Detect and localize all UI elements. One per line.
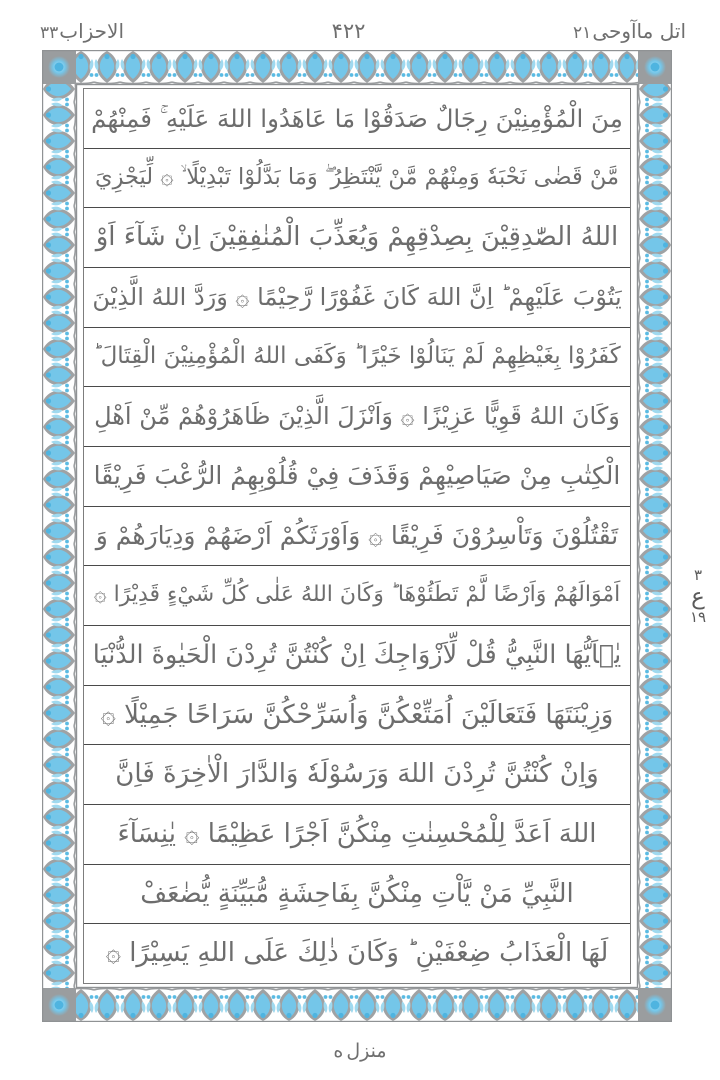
ayah-line — [84, 447, 630, 507]
ayah-line — [84, 268, 630, 328]
header-surah — [40, 18, 125, 43]
ayah-text: اللهَ اَعَدَّ لِلْمُحْسِنٰتِ مِنْكُنَّ اَجْرًا عَظِيْمًا ۞ يٰنِسَآءَ — [117, 818, 597, 849]
ayah-text: تَقْتُلُوْنَ وَتَاْسِرُوْنَ فَرِيْقًا ۞ وَاَوْرَثَكُمْ اَرْضَهُمْ وَدِيَارَهُمْ وَ — [95, 521, 619, 551]
ayah-line — [84, 507, 630, 567]
ruku-bottom-number: ۱۹ — [689, 608, 707, 627]
ayah-line — [84, 566, 630, 626]
manzil-label: منزل — [346, 1040, 387, 1062]
scripture-text-panel — [83, 88, 631, 984]
ruku-top-number: ۳ — [693, 566, 703, 584]
ayah-text: اَمْوَالَهُمْ وَاَرْضًا لَّمْ تَطَئُوْهَا ؕ وَكَانَ اللهُ عَلٰى كُلِّ شَيْءٍ قَدِيْرًا ۞ — [93, 582, 621, 608]
ayah-text: وَكَانَ اللهُ قَوِيًّا عَزِيْزًا ۞ وَاَنْزَلَ الَّذِيْنَ ظَاهَرُوْهُمْ مِّنْ اَهْلِ — [94, 402, 620, 431]
ayah-text: يٰۤاَيُّهَا النَّبِيُّ قُلْ لِّاَزْوَاجِكَ اِنْ كُنْتُنَّ تُرِدْنَ الْحَيٰوةَ الدُّنْيَا — [92, 640, 622, 671]
ayah-line — [84, 387, 630, 447]
ayah-text: مَّنْ قَضٰى نَحْبَهٗ وَمِنْهُمْ مَّنْ يَّنْتَظِرُ ۖ وَمَا بَدَّلُوْا تَبْدِيْلًا ۙ ۞ لِّيَجْزِيَ — [94, 164, 620, 191]
ayah-line — [84, 686, 630, 746]
ayah-line — [84, 805, 630, 865]
surah-number-label: ۳۳ — [40, 22, 59, 43]
ayah-line — [84, 328, 630, 388]
ayah-text: وَاِنْ كُنْتُنَّ تُرِدْنَ اللهَ وَرَسُوْلَهٗ وَالدَّارَ الْاٰخِرَةَ فَاِنَّ — [115, 759, 599, 790]
ruku-ayn-glyph: ع — [691, 583, 705, 610]
ayah-text: لَهَا الْعَذَابُ ضِعْفَيْنِ ؕ وَكَانَ ذٰلِكَ عَلَى اللهِ يَسِيْرًا ۞ — [105, 938, 609, 969]
ayah-line — [84, 745, 630, 805]
ayah-line — [84, 626, 630, 686]
header-juz — [573, 18, 686, 43]
ayah-text: النَّبِيِّ مَنْ يَّاْتِ مِنْكُنَّ بِفَاحِشَةٍ مُّبَيِّنَةٍ يُّضٰعَفْ — [140, 878, 574, 909]
ayah-text: الْكِتٰبِ مِنْ صَيَاصِيْهِمْ وَقَذَفَ فِيْ قُلُوْبِهِمُ الرُّعْبَ فَرِيْقًا — [93, 461, 621, 491]
page-header — [40, 14, 686, 48]
ayah-text: يَتُوْبَ عَلَيْهِمْ ؕ اِنَّ اللهَ كَانَ غَفُوْرًا رَّحِيْمًا ۞ وَرَدَّ اللهُ الَّذِيْنَ — [92, 282, 622, 311]
manzil-number: ه — [333, 1040, 344, 1062]
page-footer — [0, 1040, 720, 1062]
ayah-line — [84, 865, 630, 925]
ayah-text: اللهُ الصّٰدِقِيْنَ بِصِدْقِهِمْ وَيُعَذِّبَ الْمُنٰفِقِيْنَ اِنْ شَآءَ اَوْ — [95, 222, 619, 253]
ayah-line — [84, 924, 630, 983]
juz-name-label: اتل ماآوحى — [592, 18, 686, 43]
surah-name-label: الاحزاب — [59, 18, 125, 43]
ruku-side-marker — [681, 568, 715, 626]
page-number: ۴۲۲ — [331, 18, 366, 43]
decorative-border-frame — [42, 50, 672, 1022]
ayah-text: مِنَ الْمُؤْمِنِيْنَ رِجَالٌ صَدَقُوْا مَا عَاهَدُوا اللهَ عَلَيْهِ ۚ فَمِنْهُمْ — [91, 103, 623, 133]
ayah-text: وَزِيْنَتَهَا فَتَعَالَيْنَ اُمَتِّعْكُنَّ وَاُسَرِّحْكُنَّ سَرَاحًا جَمِيْلًا ۞ — [100, 699, 614, 730]
ayah-line — [84, 149, 630, 209]
ayah-line — [84, 208, 630, 268]
ayah-text: كَفَرُوْا بِغَيْظِهِمْ لَمْ يَنَالُوْا خَيْرًا ؕ وَكَفَى اللهُ الْمُؤْمِنِيْنَ الْقِتَالَ ؕ — [93, 343, 621, 370]
ayah-line — [84, 89, 630, 149]
juz-number-label: ۲۱ — [573, 22, 592, 43]
